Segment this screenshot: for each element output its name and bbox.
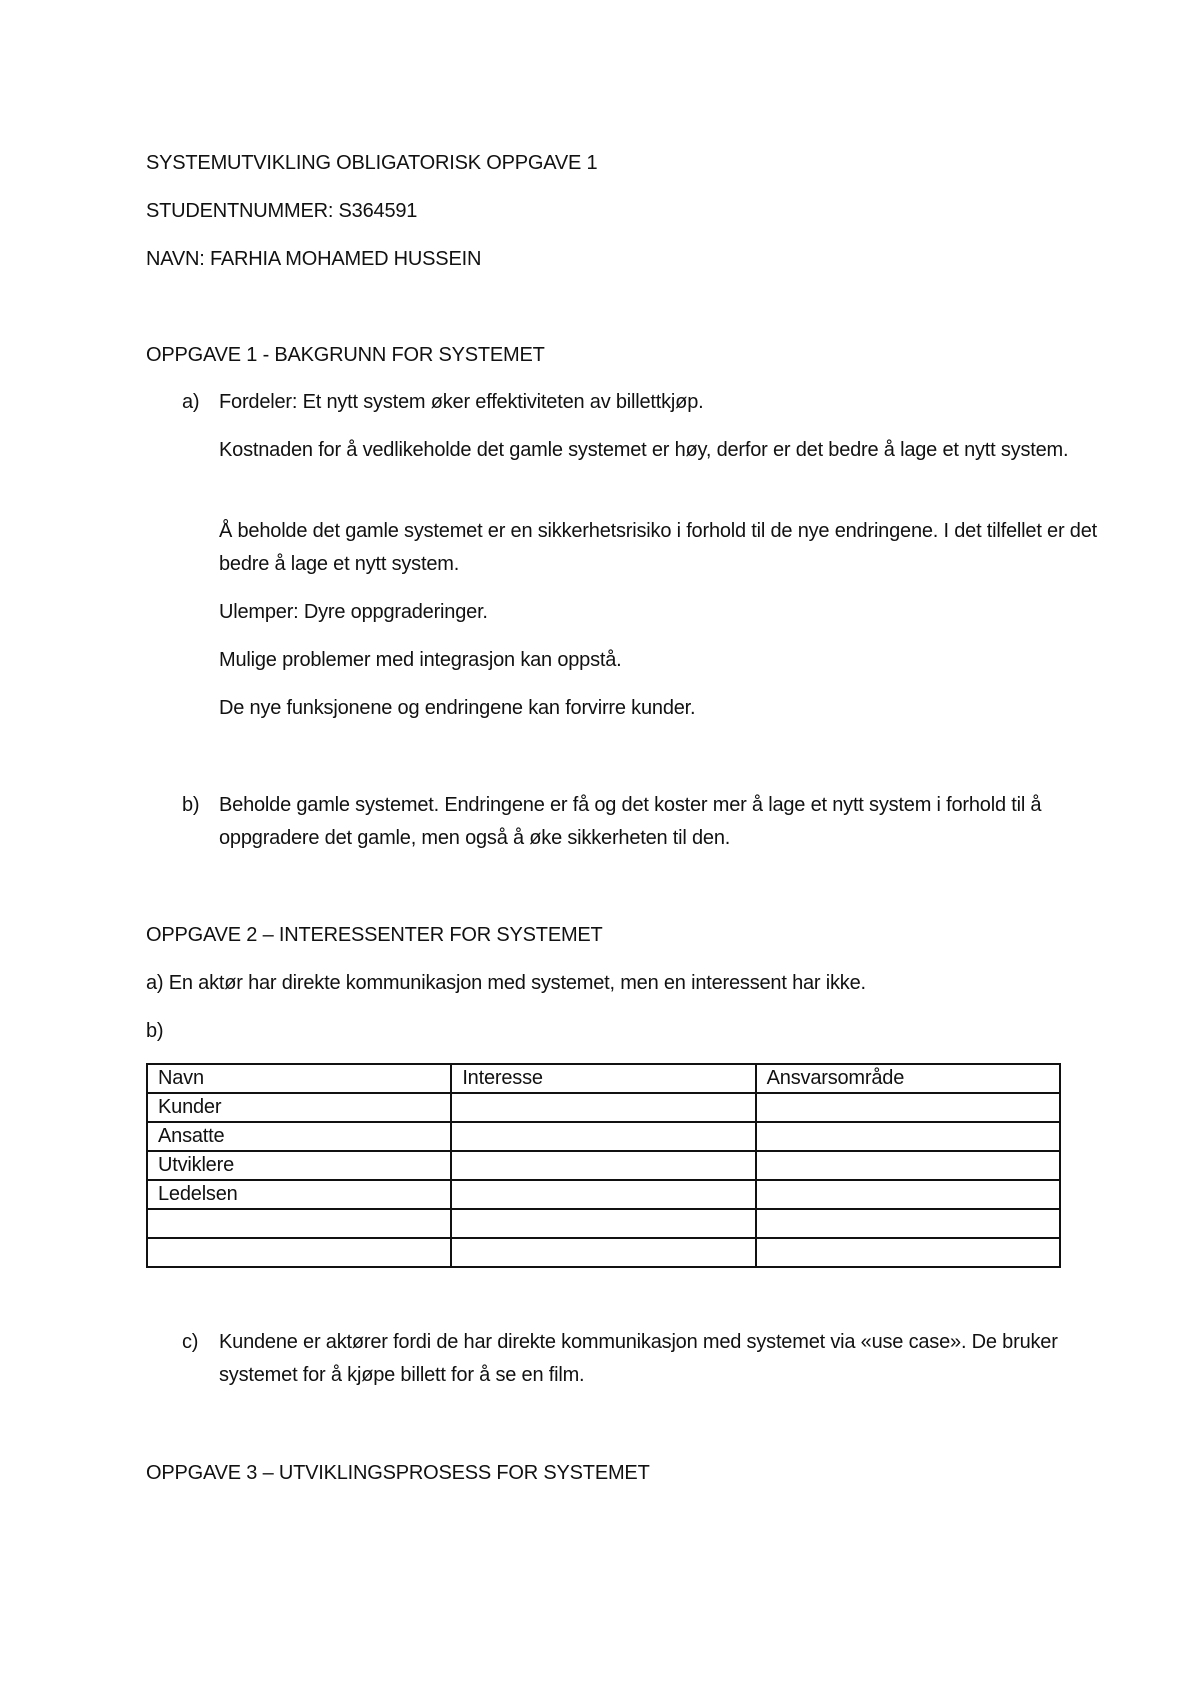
table-header-row bbox=[147, 1064, 1060, 1093]
table-cell bbox=[756, 1151, 1060, 1180]
table-cell bbox=[451, 1122, 755, 1151]
table-cell bbox=[756, 1180, 1060, 1209]
table-cell bbox=[756, 1238, 1060, 1267]
table-cell bbox=[451, 1151, 755, 1180]
table-header-cell: Interesse bbox=[451, 1064, 755, 1093]
table-cell bbox=[756, 1122, 1060, 1151]
table-header-cell: Ansvarsområde bbox=[756, 1064, 1060, 1093]
table-cell bbox=[756, 1093, 1060, 1122]
task1-b-paragraph: Beholde gamle systemet. Endringene er få og det koster mer å lage et nytt system i forhold til å oppgradere det gamle, men også å øke sikkerheten til den. bbox=[219, 794, 1042, 849]
task2-a-text: a) En aktør har direkte kommunikasjon med systemet, men en interessent har ikke. bbox=[146, 972, 866, 994]
student-number: STUDENTNUMMER: S364591 bbox=[146, 200, 418, 222]
table-cell: Ansatte bbox=[147, 1122, 451, 1151]
task1-a-paragraph-6: De nye funksjonene og endringene kan forvirre kunder. bbox=[219, 697, 696, 719]
task1-a-paragraph-3: Å beholde det gamle systemet er en sikkerhetsrisiko i forhold til de nye endringene. I det tilfellet er det bedre å lage et nytt system. bbox=[219, 520, 1097, 575]
task1-heading: OPPGAVE 1 - BAKGRUNN FOR SYSTEMET bbox=[146, 344, 545, 366]
table-cell: Kunder bbox=[147, 1093, 451, 1122]
table-cell: Ledelsen bbox=[147, 1180, 451, 1209]
task1-a-paragraph-2: Kostnaden for å vedlikeholde det gamle systemet er høy, derfor er det bedre å lage et nytt system. bbox=[219, 439, 1069, 461]
table-cell: Utviklere bbox=[147, 1151, 451, 1180]
table-row bbox=[147, 1151, 1060, 1180]
table-row bbox=[147, 1093, 1060, 1122]
table-cell bbox=[147, 1238, 451, 1267]
task1-a-marker: a) bbox=[182, 391, 200, 413]
table-cell bbox=[451, 1209, 755, 1238]
task1-a-paragraph-5: Mulige problemer med integrasjon kan oppstå. bbox=[219, 649, 622, 671]
task1-a-paragraph-4: Ulemper: Dyre oppgraderinger. bbox=[219, 601, 488, 623]
task2-heading: OPPGAVE 2 – INTERESSENTER FOR SYSTEMET bbox=[146, 924, 603, 946]
table-row bbox=[147, 1238, 1060, 1267]
table-row bbox=[147, 1209, 1060, 1238]
table-row bbox=[147, 1180, 1060, 1209]
table-cell bbox=[451, 1093, 755, 1122]
task2-c-paragraph: Kundene er aktører fordi de har direkte kommunikasjon med systemet via «use case». De bruker systemet for å kjøpe billett for å se en film. bbox=[219, 1331, 1058, 1386]
table-header-cell: Navn bbox=[147, 1064, 451, 1093]
student-name: NAVN: FARHIA MOHAMED HUSSEIN bbox=[146, 248, 482, 270]
task3-heading: OPPGAVE 3 – UTVIKLINGSPROSESS FOR SYSTEMET bbox=[146, 1462, 650, 1484]
task1-a-paragraph-1: Fordeler: Et nytt system øker effektiviteten av billettkjøp. bbox=[219, 391, 704, 413]
task1-b-marker: b) bbox=[182, 794, 200, 816]
table-cell bbox=[451, 1238, 755, 1267]
table-cell bbox=[147, 1209, 451, 1238]
table-row bbox=[147, 1122, 1060, 1151]
document-title: SYSTEMUTVIKLING OBLIGATORISK OPPGAVE 1 bbox=[146, 152, 598, 174]
task2-c-marker: c) bbox=[182, 1331, 199, 1353]
task2-b-label: b) bbox=[146, 1020, 164, 1042]
table-cell bbox=[756, 1209, 1060, 1238]
stakeholder-table bbox=[146, 1063, 1061, 1268]
table-cell bbox=[451, 1180, 755, 1209]
